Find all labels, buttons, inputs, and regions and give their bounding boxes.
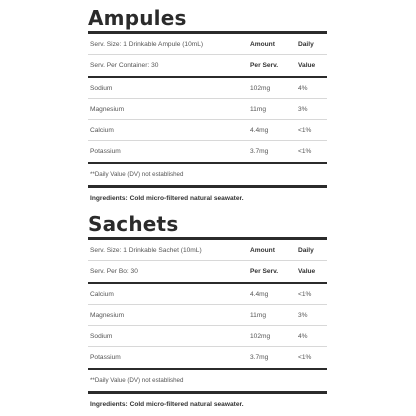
nutrient-daily: 3% xyxy=(298,105,308,113)
servings-per-row xyxy=(88,55,327,76)
nutrient-row xyxy=(88,347,327,368)
col-daily-header: Daily xyxy=(298,246,314,254)
nutrient-daily: 4% xyxy=(298,332,308,340)
nutrient-name: Potassium xyxy=(90,148,121,155)
servings-per-row xyxy=(88,261,327,282)
serving-size-row xyxy=(88,240,327,261)
nutrient-amount: 102mg xyxy=(250,332,271,340)
col-value-header: Value xyxy=(298,62,316,69)
nutrient-row xyxy=(88,120,327,141)
nutrient-name: Magnesium xyxy=(90,105,125,113)
nutrient-row xyxy=(88,99,327,120)
nutrient-amount: 102mg xyxy=(250,84,271,92)
col-value-header: Value xyxy=(298,268,316,275)
col-amount-header: Amount xyxy=(250,246,275,254)
nutrient-amount: 11mg xyxy=(250,105,267,113)
nutrient-daily: <1% xyxy=(298,148,312,155)
nutrient-amount: 11mg xyxy=(250,311,267,319)
nutrient-name: Sodium xyxy=(90,332,113,340)
nutrient-daily: 3% xyxy=(298,311,308,319)
nutrient-daily: <1% xyxy=(298,354,312,361)
nutrient-daily: <1% xyxy=(298,290,312,298)
nutrient-name: Magnesium xyxy=(90,311,125,319)
sachets-nutrition-panel xyxy=(88,212,327,415)
nutrient-amount: 3.7mg xyxy=(250,148,269,155)
ampules-title: Ampules xyxy=(88,6,187,30)
col-daily-header: Daily xyxy=(298,40,314,48)
nutrient-amount: 4.4mg xyxy=(250,126,269,134)
ingredients: Ingredients: Cold micro-filtered natural seawater. xyxy=(90,401,244,408)
serving-size: Serv. Size: 1 Drinkable Sachet (10mL) xyxy=(90,246,202,254)
serving-size: Serv. Size: 1 Drinkable Ampule (10mL) xyxy=(90,40,204,48)
nutrient-amount: 3.7mg xyxy=(250,354,269,361)
col-per-serv-header: Per Serv. xyxy=(250,62,279,69)
nutrient-name: Potassium xyxy=(90,354,121,361)
ampules-nutrition-panel xyxy=(88,6,327,209)
nutrient-daily: <1% xyxy=(298,126,312,134)
sachets-title: Sachets xyxy=(88,212,179,236)
servings-per-container: Serv. Per Container: 30 xyxy=(90,62,159,69)
daily-value-note: **Daily Value (DV) not established xyxy=(90,171,184,178)
ingredients: Ingredients: Cold micro-filtered natural seawater. xyxy=(90,195,244,202)
nutrient-row xyxy=(88,326,327,347)
nutrient-row xyxy=(88,305,327,326)
nutrient-name: Calcium xyxy=(90,126,114,134)
col-per-serv-header: Per Serv. xyxy=(250,268,279,275)
nutrient-daily: 4% xyxy=(298,84,308,92)
nutrient-name: Sodium xyxy=(90,84,113,92)
col-amount-header: Amount xyxy=(250,40,275,48)
serving-size-row xyxy=(88,34,327,55)
nutrient-amount: 4.4mg xyxy=(250,290,269,298)
servings-per-box: Serv. Per Bo: 30 xyxy=(90,268,138,275)
nutrient-row xyxy=(88,284,327,305)
nutrient-row xyxy=(88,141,327,162)
nutrient-name: Calcium xyxy=(90,290,114,298)
daily-value-note: **Daily Value (DV) not established xyxy=(90,377,184,384)
nutrient-row xyxy=(88,78,327,99)
